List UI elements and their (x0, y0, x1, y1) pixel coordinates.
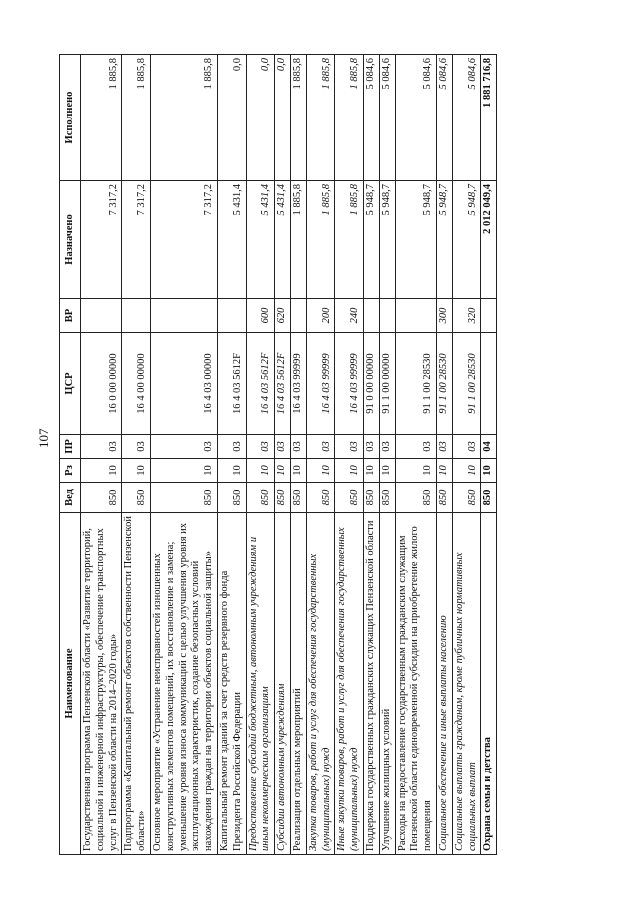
cell-ved: 850 (275, 483, 291, 513)
cell-pr: 04 (481, 435, 497, 459)
cell-executed: 1 885,8 (306, 55, 335, 181)
cell-name: Субсидии автономным учреждениям (275, 513, 291, 855)
cell-assigned: 5 431,4 (275, 181, 291, 299)
cell-name: Государственная программа Пензенской области «Развитие территорий, социальной и инженерной инфраструктуры, обеспечение транспортных услуг в Пензенской области на 2014–2020 годы» (81, 513, 122, 855)
table-row (335, 55, 364, 855)
table-row (363, 55, 379, 855)
cell-pr: 03 (363, 435, 379, 459)
cell-assigned: 1 885,8 (306, 181, 335, 299)
cell-name: Расходы на предоставление государственным гражданским служащим Пензенской области единовременной субсидии на приобретение жилого помещения (395, 513, 436, 855)
cell-pr: 03 (246, 435, 275, 459)
cell-pr: 03 (122, 435, 151, 459)
cell-csr: 91 1 00 00000 (379, 333, 395, 435)
cell-ved: 850 (122, 483, 151, 513)
cell-rz: 10 (452, 459, 481, 483)
cell-name: Социальные выплаты гражданам, кроме публичных нормативных социальных выплат (452, 513, 481, 855)
cell-rz: 10 (290, 459, 306, 483)
header-ved: Вед (60, 483, 81, 513)
cell-assigned: 1 885,8 (335, 181, 364, 299)
cell-ved: 850 (150, 483, 217, 513)
cell-executed: 1 885,8 (81, 55, 122, 181)
cell-executed: 5 084,6 (395, 55, 436, 181)
cell-executed: 1 881 716,8 (481, 55, 497, 181)
cell-csr: 16 0 00 00000 (81, 333, 122, 435)
cell-csr (481, 333, 497, 435)
cell-pr: 03 (306, 435, 335, 459)
cell-vr: 200 (306, 299, 335, 333)
cell-rz: 10 (363, 459, 379, 483)
table-row (481, 55, 497, 855)
cell-assigned: 7 317,2 (150, 181, 217, 299)
cell-name: Подпрограмма «Капитальный ремонт объектов собственности Пензенской области» (122, 513, 151, 855)
table-body (81, 55, 497, 855)
table-row (395, 55, 436, 855)
table-row (122, 55, 151, 855)
header-assigned: Назначено (60, 181, 81, 299)
cell-assigned: 7 317,2 (122, 181, 151, 299)
cell-name: Социальное обеспечение и иные выплаты населению (436, 513, 452, 855)
cell-csr: 91 0 00 00000 (363, 333, 379, 435)
cell-csr: 16 4 03 99999 (335, 333, 364, 435)
cell-vr (81, 299, 122, 333)
cell-csr: 16 4 03 00000 (150, 333, 217, 435)
cell-assigned: 5 948,7 (436, 181, 452, 299)
cell-ved: 850 (335, 483, 364, 513)
cell-ved: 850 (363, 483, 379, 513)
header-executed: Исполнено (60, 55, 81, 181)
cell-csr: 91 1 00 28530 (452, 333, 481, 435)
table-row (275, 55, 291, 855)
cell-ved: 850 (81, 483, 122, 513)
cell-ved: 850 (395, 483, 436, 513)
cell-vr: 240 (335, 299, 364, 333)
table-row (150, 55, 217, 855)
cell-vr: 300 (436, 299, 452, 333)
cell-assigned: 5 431,4 (246, 181, 275, 299)
cell-name: Улучшение жилищных условий (379, 513, 395, 855)
cell-executed: 1 885,8 (150, 55, 217, 181)
cell-assigned: 5 948,7 (395, 181, 436, 299)
cell-executed: 1 885,8 (290, 55, 306, 181)
cell-vr (290, 299, 306, 333)
cell-vr (395, 299, 436, 333)
cell-rz: 10 (335, 459, 364, 483)
cell-name: Предоставление субсидий бюджетным, автономным учреждениям и иным некоммерческим организациям (246, 513, 275, 855)
table-row (306, 55, 335, 855)
cell-name: Реализация отдельных мероприятий (290, 513, 306, 855)
cell-csr: 16 4 00 00000 (122, 333, 151, 435)
cell-pr: 03 (275, 435, 291, 459)
cell-vr (363, 299, 379, 333)
cell-vr (217, 299, 246, 333)
cell-pr: 03 (335, 435, 364, 459)
cell-assigned: 7 317,2 (81, 181, 122, 299)
table-row (246, 55, 275, 855)
cell-assigned: 5 948,7 (452, 181, 481, 299)
cell-pr: 03 (217, 435, 246, 459)
cell-ved: 850 (306, 483, 335, 513)
budget-table (59, 54, 497, 855)
cell-csr: 91 1 00 28530 (395, 333, 436, 435)
table-row (436, 55, 452, 855)
cell-rz: 10 (306, 459, 335, 483)
cell-executed: 5 084,6 (379, 55, 395, 181)
cell-rz: 10 (150, 459, 217, 483)
cell-name: Основное мероприятие «Устранение неисправностей изношенных конструктивных элементов помещений, их восстановление и замена; уменьшение уровня износа коммуникаций с целью улучшения уровня их эксплуатационных характеристик, создание безопасных условий нахождения граждан на территории объектов социальной защиты» (150, 513, 217, 855)
cell-csr: 16 4 03 99999 (290, 333, 306, 435)
header-csr: ЦСР (60, 333, 81, 435)
cell-assigned: 5 948,7 (363, 181, 379, 299)
header-rz: Рз (60, 459, 81, 483)
cell-executed: 5 084,6 (363, 55, 379, 181)
cell-name: Охрана семьи и детства (481, 513, 497, 855)
page-number: 107 (36, 428, 51, 448)
table-row (379, 55, 395, 855)
table-row (290, 55, 306, 855)
cell-ved: 850 (246, 483, 275, 513)
cell-csr: 16 4 03 5612F (217, 333, 246, 435)
cell-rz: 10 (379, 459, 395, 483)
cell-ved: 850 (481, 483, 497, 513)
table-row (217, 55, 246, 855)
cell-name: Иные закупки товаров, работ и услуг для обеспечения государственных (муниципальных) нужд (335, 513, 364, 855)
table-header-row (60, 55, 81, 855)
cell-vr (150, 299, 217, 333)
cell-csr: 16 4 03 5612F (275, 333, 291, 435)
cell-vr: 620 (275, 299, 291, 333)
cell-ved: 850 (290, 483, 306, 513)
cell-assigned: 5 948,7 (379, 181, 395, 299)
cell-executed: 1 885,8 (122, 55, 151, 181)
cell-ved: 850 (452, 483, 481, 513)
cell-rz: 10 (481, 459, 497, 483)
cell-vr: 320 (452, 299, 481, 333)
cell-name: Капитальный ремонт зданий за счет средств резервного фонда Президента Российской Федерации (217, 513, 246, 855)
cell-pr: 03 (436, 435, 452, 459)
table-row (81, 55, 122, 855)
cell-name: Закупка товаров, работ и услуг для обеспечения государственных (муниципальных) нужд (306, 513, 335, 855)
cell-executed: 0,0 (246, 55, 275, 181)
cell-rz: 10 (436, 459, 452, 483)
cell-vr (379, 299, 395, 333)
header-vr: ВР (60, 299, 81, 333)
rotated-page-content (59, 55, 589, 855)
cell-executed: 0,0 (275, 55, 291, 181)
cell-pr: 03 (81, 435, 122, 459)
cell-pr: 03 (395, 435, 436, 459)
cell-name: Поддержка государственных гражданских служащих Пензенской области (363, 513, 379, 855)
cell-ved: 850 (436, 483, 452, 513)
cell-pr: 03 (290, 435, 306, 459)
table-row (452, 55, 481, 855)
cell-executed: 5 084,6 (452, 55, 481, 181)
cell-executed: 5 084,6 (436, 55, 452, 181)
cell-vr: 600 (246, 299, 275, 333)
cell-assigned: 5 431,4 (217, 181, 246, 299)
cell-rz: 10 (122, 459, 151, 483)
cell-ved: 850 (217, 483, 246, 513)
cell-executed: 0,0 (217, 55, 246, 181)
cell-rz: 10 (275, 459, 291, 483)
cell-rz: 10 (246, 459, 275, 483)
cell-assigned: 1 885,8 (290, 181, 306, 299)
cell-pr: 03 (452, 435, 481, 459)
header-name: Наименование (60, 513, 81, 855)
cell-pr: 03 (379, 435, 395, 459)
cell-pr: 03 (150, 435, 217, 459)
cell-assigned: 2 012 049,4 (481, 181, 497, 299)
cell-csr: 16 4 03 5612F (246, 333, 275, 435)
cell-vr (481, 299, 497, 333)
cell-rz: 10 (395, 459, 436, 483)
cell-csr: 16 4 03 99999 (306, 333, 335, 435)
header-pr: ПР (60, 435, 81, 459)
cell-rz: 10 (217, 459, 246, 483)
cell-rz: 10 (81, 459, 122, 483)
cell-ved: 850 (379, 483, 395, 513)
cell-vr (122, 299, 151, 333)
cell-csr: 91 1 00 28530 (436, 333, 452, 435)
cell-executed: 1 885,8 (335, 55, 364, 181)
